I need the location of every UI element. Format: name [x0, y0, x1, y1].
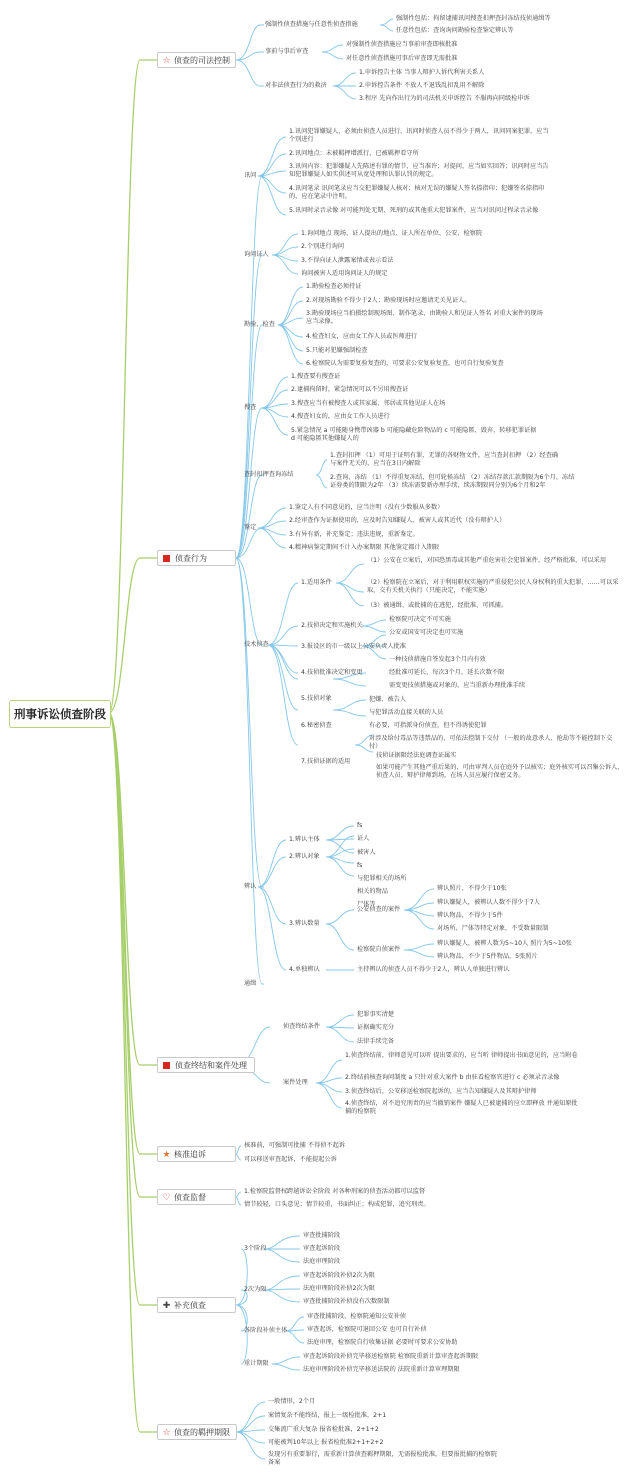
section-termination[interactable] [157, 1057, 255, 1073]
node: 犯罪事实清楚 [357, 1011, 395, 1018]
node: 3.有异有新，补充鉴定；违法违规，重新鉴定。 [289, 531, 419, 538]
node: 搜查 [244, 404, 257, 411]
node: 案件处理 [283, 1079, 308, 1086]
node: 与犯罪相关的场所 [357, 875, 407, 882]
node: 3.不得向证人泄露案情或表示看法 [301, 257, 394, 264]
node: 对任意性侦查措施可事后审查即无需批准 [346, 55, 458, 62]
section-approval-prosecution[interactable] [157, 1146, 236, 1162]
node: 对强制性侦查措施应当事前审查即核批准 [346, 41, 458, 48]
node: 2.逮捕拘留时，紧急情况可以不另用搜查证 [291, 386, 409, 393]
node: 2.讯问地点：未被羁押增派行，已被羁押看守所 [289, 150, 419, 157]
node: 对涉及给付毒品等违禁品的，可依法控制下交付 （一般的故意杀人、抢劫等不能控制下交付） [369, 735, 613, 751]
heart-icon: ♡ [162, 1193, 171, 1203]
node: 有必要，可指派身份侦查，但不得诱使犯罪 [369, 722, 487, 729]
node: 法庭审理阶段补侦完毕移送法院的 法院重新计算审理期限 [303, 1366, 460, 1373]
star-outline-icon: ☆ [162, 1428, 171, 1438]
node: 3个阶段 [244, 1245, 267, 1252]
node: 重计期限 [244, 1360, 269, 1367]
node: 法庭审理阶段补侦2次为限 [303, 1285, 375, 1292]
node: 1.侦查终结前，律师意见可以听 提出要求的，应当听 律师提出书面意见的，应当附卷 [345, 1052, 578, 1059]
node: 主持辨认的侦查人员不得少于2人，辨认人单独进行辨认 [357, 966, 510, 973]
node: 1.勘验检查必须持证 [306, 283, 362, 290]
node: 勘验、检查 [244, 321, 275, 328]
section-investigation-acts[interactable] [157, 550, 236, 566]
node: 任意性包括：查询询问勘验检查鉴定辨认等 [396, 27, 514, 34]
node: 4.技侦批准决定和变更 [301, 669, 363, 676]
node: 3.报设区的市一级以上公安负责人批准 [301, 643, 406, 650]
node: 情节较轻，口头意见；情节较重，书面纠正；构成犯罪，追究刑责。 [244, 1201, 430, 1208]
node: 审查批捕阶段，检察院通知公安补侦 [307, 1313, 406, 1320]
node: 2.对现场勘验不得少于2人；勘验现场时应邀请无关见证人。 [306, 297, 471, 304]
node: 2.个别进行询问 [301, 243, 345, 250]
node: 4.单独辨认 [289, 966, 320, 973]
node: 7.技侦证据的适用 [301, 758, 351, 765]
node: 3.讯问内容：犯罪嫌疑人先陈述有罪的情节，应当准许；对提问，应当如实回答；讯问时应当告知犯罪嫌疑人如实供述可从宽处理和认罪认罚的规定。 [289, 163, 549, 179]
node: 强制性包括：拘留逮捕讯问搜查扣押查封冻结技侦通缉等 [396, 15, 551, 22]
node: fs [357, 862, 363, 869]
node: 交集流广重大复杂 报省检批准，2+1+2 [268, 1426, 379, 1433]
node: 辨认物品，不少于5件物品，5张照片 [437, 953, 538, 960]
node: fs [357, 822, 363, 829]
node: 1.辨认主体 [289, 836, 320, 843]
node: 与犯罪活动直接关联的人员 [369, 709, 444, 716]
node: 案情复杂不能终结，报上一级检批准，2+1 [268, 1412, 387, 1419]
node: 询问被害人适用询问证人的规定 [301, 270, 388, 277]
node: 1.鉴定人有不同意见的，应当注明（没有少数服从多数） [289, 504, 444, 511]
node: 如果可能产生其他严重后果的，可由审判人员在庭外予以核实；庭外核实可以召集公诉人、侦查人员、辩护律师到场，在场人员应履行保密义务。 [376, 764, 624, 780]
node: 证据确实充分 [357, 1024, 395, 1031]
node: 审查起诉阶段补侦2次为限 [303, 1272, 375, 1279]
node: 3.侦查终结后，公安移送检察院起诉的，应当告知嫌疑人及其辩护律师 [345, 1088, 537, 1095]
node: 检察院可决定不可实施 [389, 616, 451, 623]
node: 2次为限 [244, 1286, 267, 1293]
node: 发现另有重要罪行，需重新计算侦查羁押期限，无需报检批准，但要报批捕的检察院备案 [268, 1451, 497, 1467]
node: 5.讯问时录音录像 对可能判处无期、死刑的或其他重大犯罪案件，应当对讯问过程录音录像 [289, 207, 539, 214]
node: 讯问 [244, 172, 257, 179]
node: 2.经审查作为证据使用的，应及时告知嫌疑人、被害人或其近代（没有辩护人） [289, 517, 506, 524]
node: 2.申诉控告条件 不放人不退钱乱扣乱用不解除 [359, 82, 485, 89]
node: 审查起诉阶段补侦完毕移送检察院 检察院重新计算审查起诉期限 [303, 1353, 479, 1360]
node: 尸体等 [357, 901, 376, 908]
node: 被害人 [357, 849, 376, 856]
node: 1.适用条件 [301, 579, 332, 586]
node: 3.程序 先向作出行为的司法机关申诉控告 不服再向同级检申诉 [359, 95, 530, 102]
node: 1.询问地点 现场、证人提出的地点、证人所在单位、公安、检察院 [301, 230, 483, 237]
node: 2.技侦决定和实施机关 [301, 622, 363, 629]
node: 2.终结前核查询问制度 a 只针对重大案件 b 由驻看检察官进行 c 必须录音录像 [345, 1074, 560, 1081]
node: 公安侦查的案件 [357, 906, 401, 913]
node: 2.辨认对象 [289, 853, 320, 860]
node: 法律手续完备 [357, 1038, 395, 1045]
node: 辨认 [244, 883, 257, 890]
node: 可以移送审查起诉，不能提起公诉 [244, 1156, 337, 1163]
star-icon: ★ [162, 1150, 171, 1160]
node: 核准前，可强制可批捕 不得侦不起诉 [244, 1142, 345, 1149]
node: 审查起诉阶段 [303, 1245, 341, 1252]
node: 审查起诉，检察院可退回公安 也可自行补侦 [307, 1326, 427, 1333]
node: 法庭审理，检察院自行收集证据 必要时可要求公安协助 [307, 1339, 458, 1346]
node: 技术侦查 [244, 641, 269, 648]
node: 4.侦查终结，对不追究刑责的应当撤销案件 嫌疑人已被逮捕的应立即释放 并通知原批捕的检察院 [345, 1100, 578, 1116]
star-outline-icon: ☆ [162, 56, 171, 66]
node: 1.查封扣押 （1）可用于证明有罪、无罪的各财物文件，应当查封扣押 （2）经查确与案件无关的，应当在3日内解除 [330, 452, 559, 468]
node: 6.秘密侦查 [301, 722, 332, 729]
node: 辨认嫌疑人，被辨认人数不得少于7人 [437, 899, 540, 906]
node: 辨认嫌疑人，被辨人数为5~10人 照片为5~10张 [437, 940, 572, 947]
node: 询问证人 [244, 251, 269, 258]
section-label: 侦查的司法控制 [174, 56, 230, 65]
node: 侦查终结条件 [283, 1023, 321, 1030]
node: 对场所、尸体等特定对象，不受数量限制 [437, 925, 549, 932]
node: 检察院自侦案件 [357, 946, 401, 953]
node: 犯嫌、被告人 [369, 696, 407, 703]
node: 1.搜查要有搜查证 [291, 373, 341, 380]
node: 辨认照片，不得少于10张 [437, 885, 507, 892]
root-topic[interactable]: 刑事诉讼侦查阶段 [9, 700, 111, 728]
node: （2）检察院在立案后，对于利用职权实施的严重侵犯公民人身权利的重大犯罪，……可以采取，交有关机关执行（只能决定，不能实施） [367, 579, 619, 595]
section-label: 侦查行为 [175, 554, 207, 563]
node: （1）公安在立案后，对国恐黑毒或其他严重危害社会犯罪案件，经严格批准，可以采用 [367, 557, 607, 564]
flag-icon [163, 555, 170, 562]
node: 1.检察院监督权跨越诉讼全阶段 对各种刑案的侦查活动都可以监督 [244, 1188, 426, 1195]
section-label: 侦查终结和案件处理 [175, 1061, 247, 1070]
section-judicial-control[interactable] [157, 52, 236, 68]
node: 5.技侦对象 [301, 695, 332, 702]
node: 需变更技侦措施或对象的，应当重新办理批准手续 [389, 682, 526, 689]
section-label: 核准追诉 [174, 1150, 206, 1159]
node: 通缉 [244, 980, 257, 987]
node: 事前与事后审查 [265, 48, 309, 55]
node: 3.勘验现场应当拍摄绘制现场图、制作笔录，由勘验人和见证人签名 对重大案件的现场应当录像。 [306, 310, 543, 326]
node: 公安或国安可决定也可实施 [389, 629, 464, 636]
node: 审查批捕阶段 [303, 1232, 341, 1239]
node: 4.检查妇女，应由女工作人员或医师进行 [306, 333, 418, 340]
node: 辨认物品，不得少于5件 [437, 912, 503, 919]
node: 强制性侦查措施与任意性侦查措施 [265, 21, 358, 28]
node: 1.讯问犯罪嫌疑人，必须由侦查人员进行，讯问时侦查人员不得少于两人，讯问同案犯罪，应当个别进行 [289, 128, 549, 144]
node: 法庭审理阶段 [303, 1258, 341, 1265]
node: 可能被判10年以上 报省检批准2+1+2+2 [268, 1439, 384, 1446]
node: 4.讯问笔录 讯问笔录应当交犯罪嫌疑人核对；核对无误的嫌疑人签名捺指印；犯嫌签名捺指印的，应在笔录中注明。 [289, 185, 545, 201]
node: 5.紧急情况 a 可能随身携带凶器 b 可能隐藏危险物品的 c 可能隐匿、毁弃、转移犯罪证据 d 可能隐匿其他嫌疑人的 [291, 427, 537, 443]
node: 4.精神病鉴定期间不计入办案期限 其他鉴定都计入期限 [289, 544, 440, 551]
section-label: 侦查监督 [174, 1193, 206, 1202]
node: 1.申诉控告主体 当事人辩护人诉代利害关系人 [359, 69, 485, 76]
section-detention-period[interactable] [157, 1424, 237, 1440]
node: 6.检察院认为需要复验复查的，可要求公安复验复查，也可自行复验复查 [306, 360, 504, 367]
node: 4.搜查妇女的，应由女工作人员进行 [291, 413, 390, 420]
node: 查封扣押查询冻结 [244, 471, 294, 478]
section-supplementary[interactable] [157, 1297, 236, 1313]
node: 一般情形，2个月 [268, 1398, 316, 1405]
node: （3）被通缉、或批捕的在逃犯，经批准，可抓捕。 [367, 602, 508, 609]
node: 3.搜查应当有被搜查人或其家属、邻居或其他见证人在场 [291, 400, 446, 407]
section-label: 侦查的羁押期限 [174, 1428, 230, 1437]
plus-icon: ✚ [162, 1301, 171, 1311]
node: 鉴定 [244, 524, 257, 531]
flag-icon [163, 1062, 170, 1069]
node: 证人 [357, 835, 370, 842]
node: 对非法侦查行为的救济 [265, 82, 327, 89]
node: 5.只能对犯嫌强制检查 [306, 347, 368, 354]
node: 审查批捕阶段补侦没有次数限制 [303, 1298, 390, 1305]
section-label: 补充侦查 [174, 1301, 206, 1310]
node: 各阶段补侦主体 [244, 1327, 288, 1334]
node: 相关的物品 [357, 888, 388, 895]
section-supervision[interactable] [157, 1189, 236, 1205]
node: 一种技侦措施自签发起3个月内有效 [389, 656, 486, 663]
node: 3.辨认数量 [289, 920, 320, 927]
node: 技侦证据限经法庭调查证属实 [376, 752, 457, 759]
node: 2.查询、冻结 （1）不得重复冻结，但可轮候冻结 （2）冻结存款汇款期限为6个月，冻结证券类的期限为2年 （3）续冻需要新办理手续，续冻期限同分别为6个月和2年 [330, 474, 575, 490]
node: 经批准可延长，每次3个月，延长次数不限 [389, 669, 505, 676]
